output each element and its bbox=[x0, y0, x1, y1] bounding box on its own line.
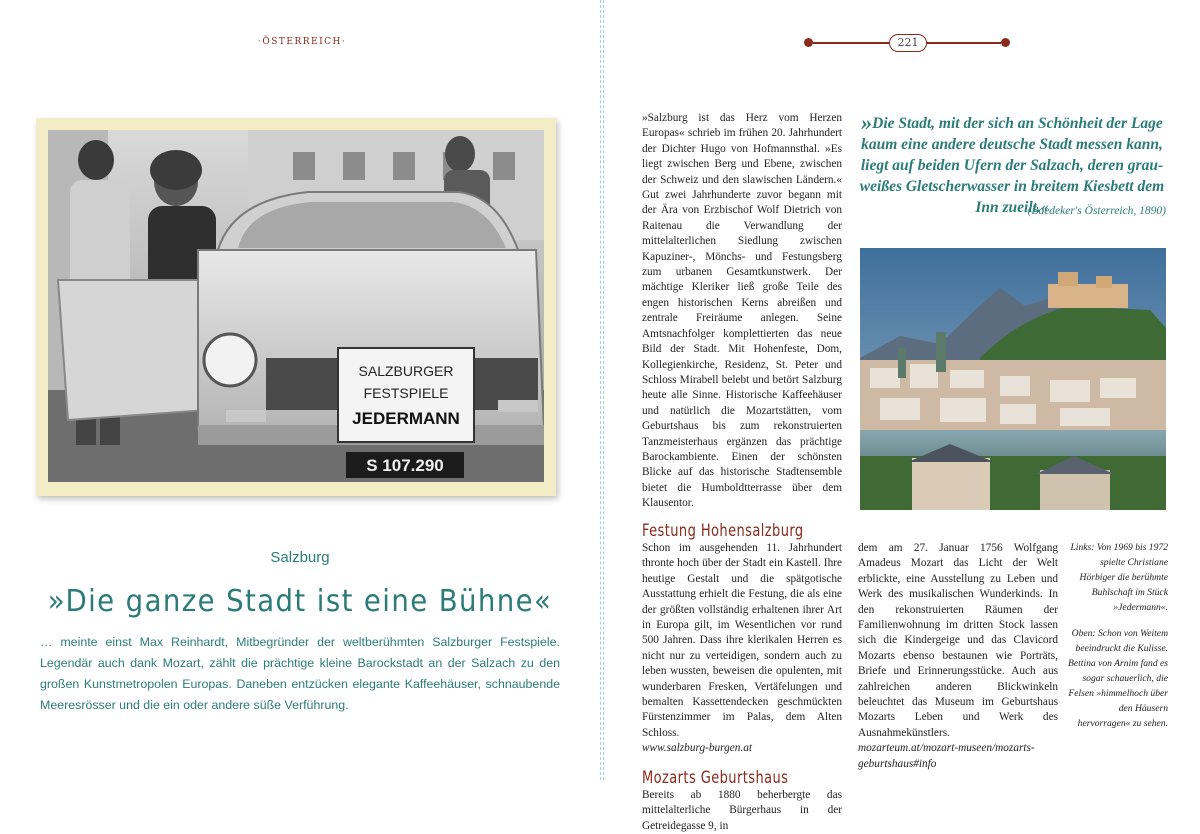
article-headline: »Die ganze Stadt ist eine Bühne« bbox=[47, 584, 553, 619]
pull-quote bbox=[858, 112, 1166, 218]
url-mozart: mozarteum.at/mozart-museen/mozarts-geburtshaus#info bbox=[858, 742, 1035, 770]
section-text-festung: Schon im ausgehenden 11. Jahrhundert thronte hoch über der Stadt ein Kastell. Ihre heutige Gestalt und die spätgotische Ausstattung erhielt die Festung, die als eine der größten vollständig erhaltenen ihrer Art in Europa gilt, im Wesentlichen vor rund 500 Jahren. Dass ihre klerikalen Herren es nicht nur zu verteidigen, sondern auch zu leben wussten, beweisen die opulenten, mit wunderbaren Fresken, Vertäfelungen und bemalten Kassettendecken geschmückten Fürstenzimmer im Palas, dem Alten Schloss. bbox=[642, 541, 842, 739]
festival-car-photo bbox=[48, 130, 544, 482]
sign-line-2: FESTSPIELE bbox=[363, 385, 449, 401]
mozart-continued-text: dem am 27. Januar 1756 Wolfgang Amadeus Mozart das Licht der Welt erblickte, eine Ausstellung zu Leben und Werk des musikalischen Wunderkinds. In den rekonstruierten Räumen der Familienwohnung im dritten Stock lassen sich die Kindergeige und das Clavicord Mozarts ebenso bestaunen wie Porträts, Briefe und Erinnerungsstücke. Auch aus zahlreichen anderen Blickwinkeln beleuchtet das Museum im Geburtshaus Mozarts Leben und Werk des Ausnahmekünstlers. bbox=[858, 542, 1058, 739]
ornament-line bbox=[925, 42, 1001, 44]
column-3 bbox=[858, 541, 1058, 772]
sign-line-1: SALZBURGER bbox=[358, 363, 454, 379]
page-number-ornament bbox=[804, 34, 1014, 52]
caption-left: Links: Von 1969 bis 1972 spielte Christiane Hörbiger die berühmte Buhlschaft im Stück »Jedermann«. bbox=[1070, 542, 1168, 613]
section-text-mozart: Bereits ab 1880 beherbergte das mittelalterliche Bürgerhaus in der Getreidegasse 9, in bbox=[642, 789, 842, 832]
photo-frame bbox=[36, 118, 556, 496]
salzburg-panorama-photo bbox=[860, 248, 1166, 510]
left-page bbox=[0, 0, 600, 780]
column-1 bbox=[642, 111, 842, 834]
captions bbox=[1068, 540, 1168, 742]
section-title-mozart: Mozarts Geburtshaus bbox=[642, 767, 789, 788]
license-plate: S 107.290 bbox=[366, 456, 444, 475]
lead-paragraph: … meinte einst Max Reinhardt, Mitbegründer der weltberühmten Salzburger Festspiele. Legendär auch dank Mozart, zählt die prächtige kleine Barockstadt an der Salzach zu den großen Kunstmetropolen Europas. Daneben entzücken elegante Kaffeehäuser, schnaubende Meeresrösser und die ein oder andere süße Verführung. bbox=[40, 635, 560, 712]
page-number: 221 bbox=[889, 34, 927, 52]
ornament-line bbox=[813, 42, 889, 44]
section-title-festung: Festung Hohensalzburg bbox=[642, 520, 804, 541]
quote-mark-icon: » bbox=[861, 110, 873, 135]
quote-text: Die Stadt, mit der sich an Schönheit der Lage kaum eine andere deutsche Stadt messen kann, liegt auf beiden Ufern der Salzach, deren grau-weißes Gletscherwasser in breitem Kiesbett dem Inn zueilt.« bbox=[859, 115, 1165, 216]
intro-place: Salzburg bbox=[270, 549, 330, 566]
intro-text: »Salzburg ist das Herz vom Herzen Europas« schrieb im frühen 20. Jahrhundert der Dichter Hugo von Hofmannsthal. »Es liegt zwischen Berg und Ebene, zwischen der Schweiz und den slawischen Ländern.« Gut zwei Jahrhunderte zuvor begann mit der Ära von Erzbischof Wolf Dietrich von Raitenau die Verwandlung der mittelalterlichen Siedlung zwischen Kapuziner-, Mönchs- und Festungsberg zum urbanen Gesamtkunstwerk. Der mächtige Kleriker ließ große Teile des engen historischen Kerns abreißen und zentrale Freiräume anlegen. Seine Amtsnachfolger komplettierten das neue Bild der Stadt. Mit Hohenfeste, Dom, Kollegienkirche, Residenz, St. Peter und Schloss Mirabell belebt und betört Salzburg heute alle Sinne. Historische Kaffeehäuser und natürlich die Mozartstätten, vom Geburtshaus bis zum rekonstruierten Tanzmeisterhaus ergänzen das prächtige Barockambiente. Einen der schönsten Blicke auf das historische Stadtensemble bietet die Humboldtterrasse über dem Klausentor. bbox=[642, 112, 842, 510]
running-title: ·ÖSTERREICH· bbox=[258, 37, 347, 47]
sign-line-3: JEDERMANN bbox=[352, 409, 460, 428]
quote-source: (Baedeker's Österreich, 1890) bbox=[1027, 205, 1166, 217]
url-festung: www.salzburg-burgen.at bbox=[642, 742, 753, 755]
caption-top: Oben: Schon von Weitem beeindruckt die Kulisse. Bettina von Arnim fand es sogar schauerlich, die Felsen »himmelhoch über den Häusern hervorragen« zu sehen. bbox=[1068, 628, 1169, 729]
ornament-dot-icon bbox=[804, 38, 813, 47]
ornament-dot-icon bbox=[1001, 38, 1010, 47]
